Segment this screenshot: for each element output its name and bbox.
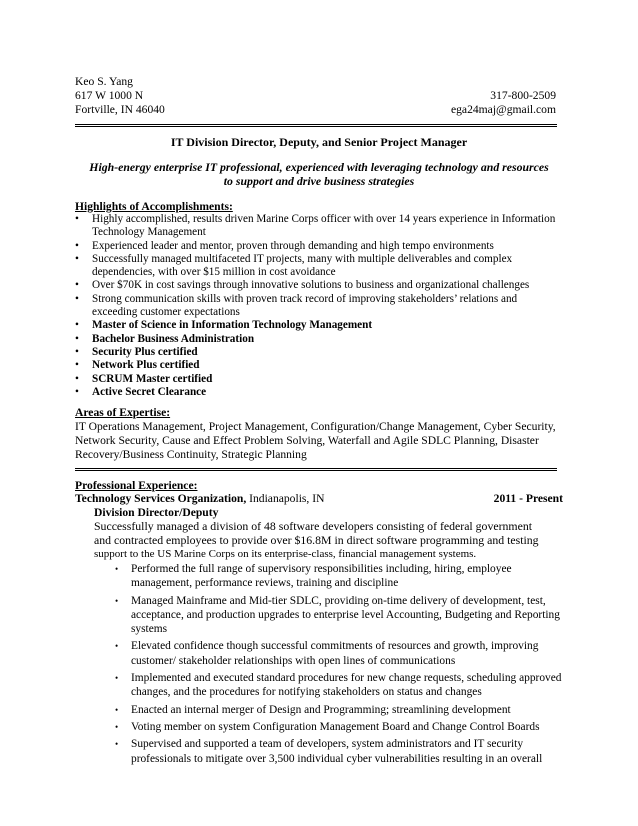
duty-text: Supervised and supported a team of developers, system administrators and IT security professionals to mitigate over 3,500 individual cyber vulnerabilities resulting in an overall xyxy=(131,738,543,765)
highlight-text: Active Secret Clearance xyxy=(92,385,207,398)
highlight-item xyxy=(75,240,560,253)
contact-name: Keo S. Yang xyxy=(75,75,133,88)
duty-text: Elevated confidence though successful commitments of resources and growth, improving customer/ stakeholder relationships with open lines of communications xyxy=(131,640,539,667)
contact-email: ega24maj@gmail.com xyxy=(450,103,556,116)
highlight-text: Over $70K in cost savings through innovative solutions to business and organizational challenges xyxy=(92,279,530,292)
highlights-heading: Highlights of Accomplishments: xyxy=(75,200,233,213)
highlight-item xyxy=(75,359,560,372)
duty-item xyxy=(113,720,568,734)
experience-desc-line1: Successfully managed a division of 48 software developers consisting of federal government xyxy=(94,519,532,533)
expertise-line2: Network Security, Cause and Effect Problem Solving, Waterfall and Agile SDLC Planning, Disaster xyxy=(75,434,539,447)
highlight-item xyxy=(75,213,560,240)
duty-item xyxy=(113,671,568,700)
bullet-icon: • xyxy=(115,739,119,750)
highlights-list xyxy=(75,213,560,399)
contact-phone: 317-800-2509 xyxy=(490,89,556,102)
highlight-item xyxy=(75,346,560,359)
highlight-text: SCRUM Master certified xyxy=(92,372,213,385)
highlight-text: Strong communication skills with proven track record of improving stakeholders’ relations and exceeding customer expectations xyxy=(92,292,518,319)
experience-role: Division Director/Deputy xyxy=(94,506,219,519)
bullet-icon: • xyxy=(115,641,119,652)
bullet-icon: • xyxy=(75,213,79,225)
highlight-text: Successfully managed multifaceted IT projects, many with multiple deliverables and complex dependencies, with over $15 million in cost avoidance xyxy=(92,252,513,279)
duty-item xyxy=(113,594,568,637)
bullet-icon: • xyxy=(75,332,79,345)
duty-item xyxy=(113,562,568,591)
experience-org: Technology Services Organization, xyxy=(75,492,247,505)
contact-address-line1: 617 W 1000 N xyxy=(75,89,144,102)
experience-heading: Professional Experience: xyxy=(75,479,198,492)
experience-duties-list xyxy=(113,562,568,769)
duty-text: Voting member on system Configuration Management Board and Change Control Boards xyxy=(131,720,540,733)
bullet-icon: • xyxy=(75,345,79,358)
highlight-text: Experienced leader and mentor, proven through demanding and high tempo environments xyxy=(92,239,494,252)
expertise-divider xyxy=(75,468,557,471)
highlight-text: Security Plus certified xyxy=(92,345,198,358)
bullet-icon: • xyxy=(75,319,79,332)
duty-text: Performed the full range of supervisory responsibilities including, hiring, employee management, performance reviews, training and discipline xyxy=(131,563,512,590)
bullet-icon: • xyxy=(75,372,79,385)
duty-item xyxy=(113,639,568,668)
experience-desc-line2: and contracted employees to provide over $16.8M in direct software programming and testing xyxy=(94,533,539,547)
highlight-item xyxy=(75,293,560,320)
bullet-icon: • xyxy=(75,292,79,305)
highlight-item xyxy=(75,333,560,346)
duty-text: Managed Mainframe and Mid-tier SDLC, providing on-time delivery of development, test, acceptance, and production upgrades to enterprise level Accounting, Budgeting and Reporting systems xyxy=(131,594,560,636)
highlight-item xyxy=(75,319,560,332)
expertise-heading: Areas of Expertise: xyxy=(75,406,171,419)
highlight-text: Master of Science in Information Technology Management xyxy=(92,319,373,332)
bullet-icon: • xyxy=(115,721,119,732)
expertise-line1: IT Operations Management, Project Management, Configuration/Change Management, Cyber Security, xyxy=(75,420,556,433)
bullet-icon: • xyxy=(115,595,119,606)
duty-item xyxy=(113,737,568,766)
highlight-text: Network Plus certified xyxy=(92,359,200,372)
duty-text: Enacted an internal merger of Design and Programming; streamlining development xyxy=(131,703,511,716)
bullet-icon: • xyxy=(75,359,79,372)
duty-item xyxy=(113,703,568,717)
duty-text: Implemented and executed standard procedures for new change requests, scheduling approved changes, and the procedures for notifying stakeholders on status and changes xyxy=(131,672,562,699)
bullet-icon: • xyxy=(75,252,79,265)
bullet-icon: • xyxy=(115,564,119,574)
experience-dates: 2011 - Present xyxy=(493,492,563,505)
bullet-icon: • xyxy=(75,279,79,292)
highlight-item xyxy=(75,386,560,399)
highlight-item xyxy=(75,253,560,280)
headline-summary-line2: to support and drive business strategies xyxy=(223,174,415,188)
expertise-line3: Recovery/Business Continuity, Strategic Planning xyxy=(75,448,307,461)
header-divider xyxy=(75,124,557,127)
headline-summary-line1: High-energy enterprise IT professional, experienced with leveraging technology and resources xyxy=(89,160,549,174)
bullet-icon: • xyxy=(115,673,119,684)
contact-address-line2: Fortville, IN 46040 xyxy=(75,103,165,116)
highlight-text: Highly accomplished, results driven Marine Corps officer with over 14 years experience in Information Technology Management xyxy=(92,213,556,239)
highlight-item xyxy=(75,373,560,386)
experience-location: Indianapolis, IN xyxy=(246,492,325,505)
bullet-icon: • xyxy=(75,239,79,252)
highlight-text: Bachelor Business Administration xyxy=(92,332,255,345)
headline-title: IT Division Director, Deputy, and Senior Project Manager xyxy=(170,135,468,149)
bullet-icon: • xyxy=(75,385,79,398)
experience-desc-line3: support to the US Marine Corps on its enterprise-class, financial management systems. xyxy=(94,548,477,560)
experience-org-line xyxy=(75,492,324,505)
bullet-icon: • xyxy=(115,704,119,715)
highlight-item xyxy=(75,279,560,292)
